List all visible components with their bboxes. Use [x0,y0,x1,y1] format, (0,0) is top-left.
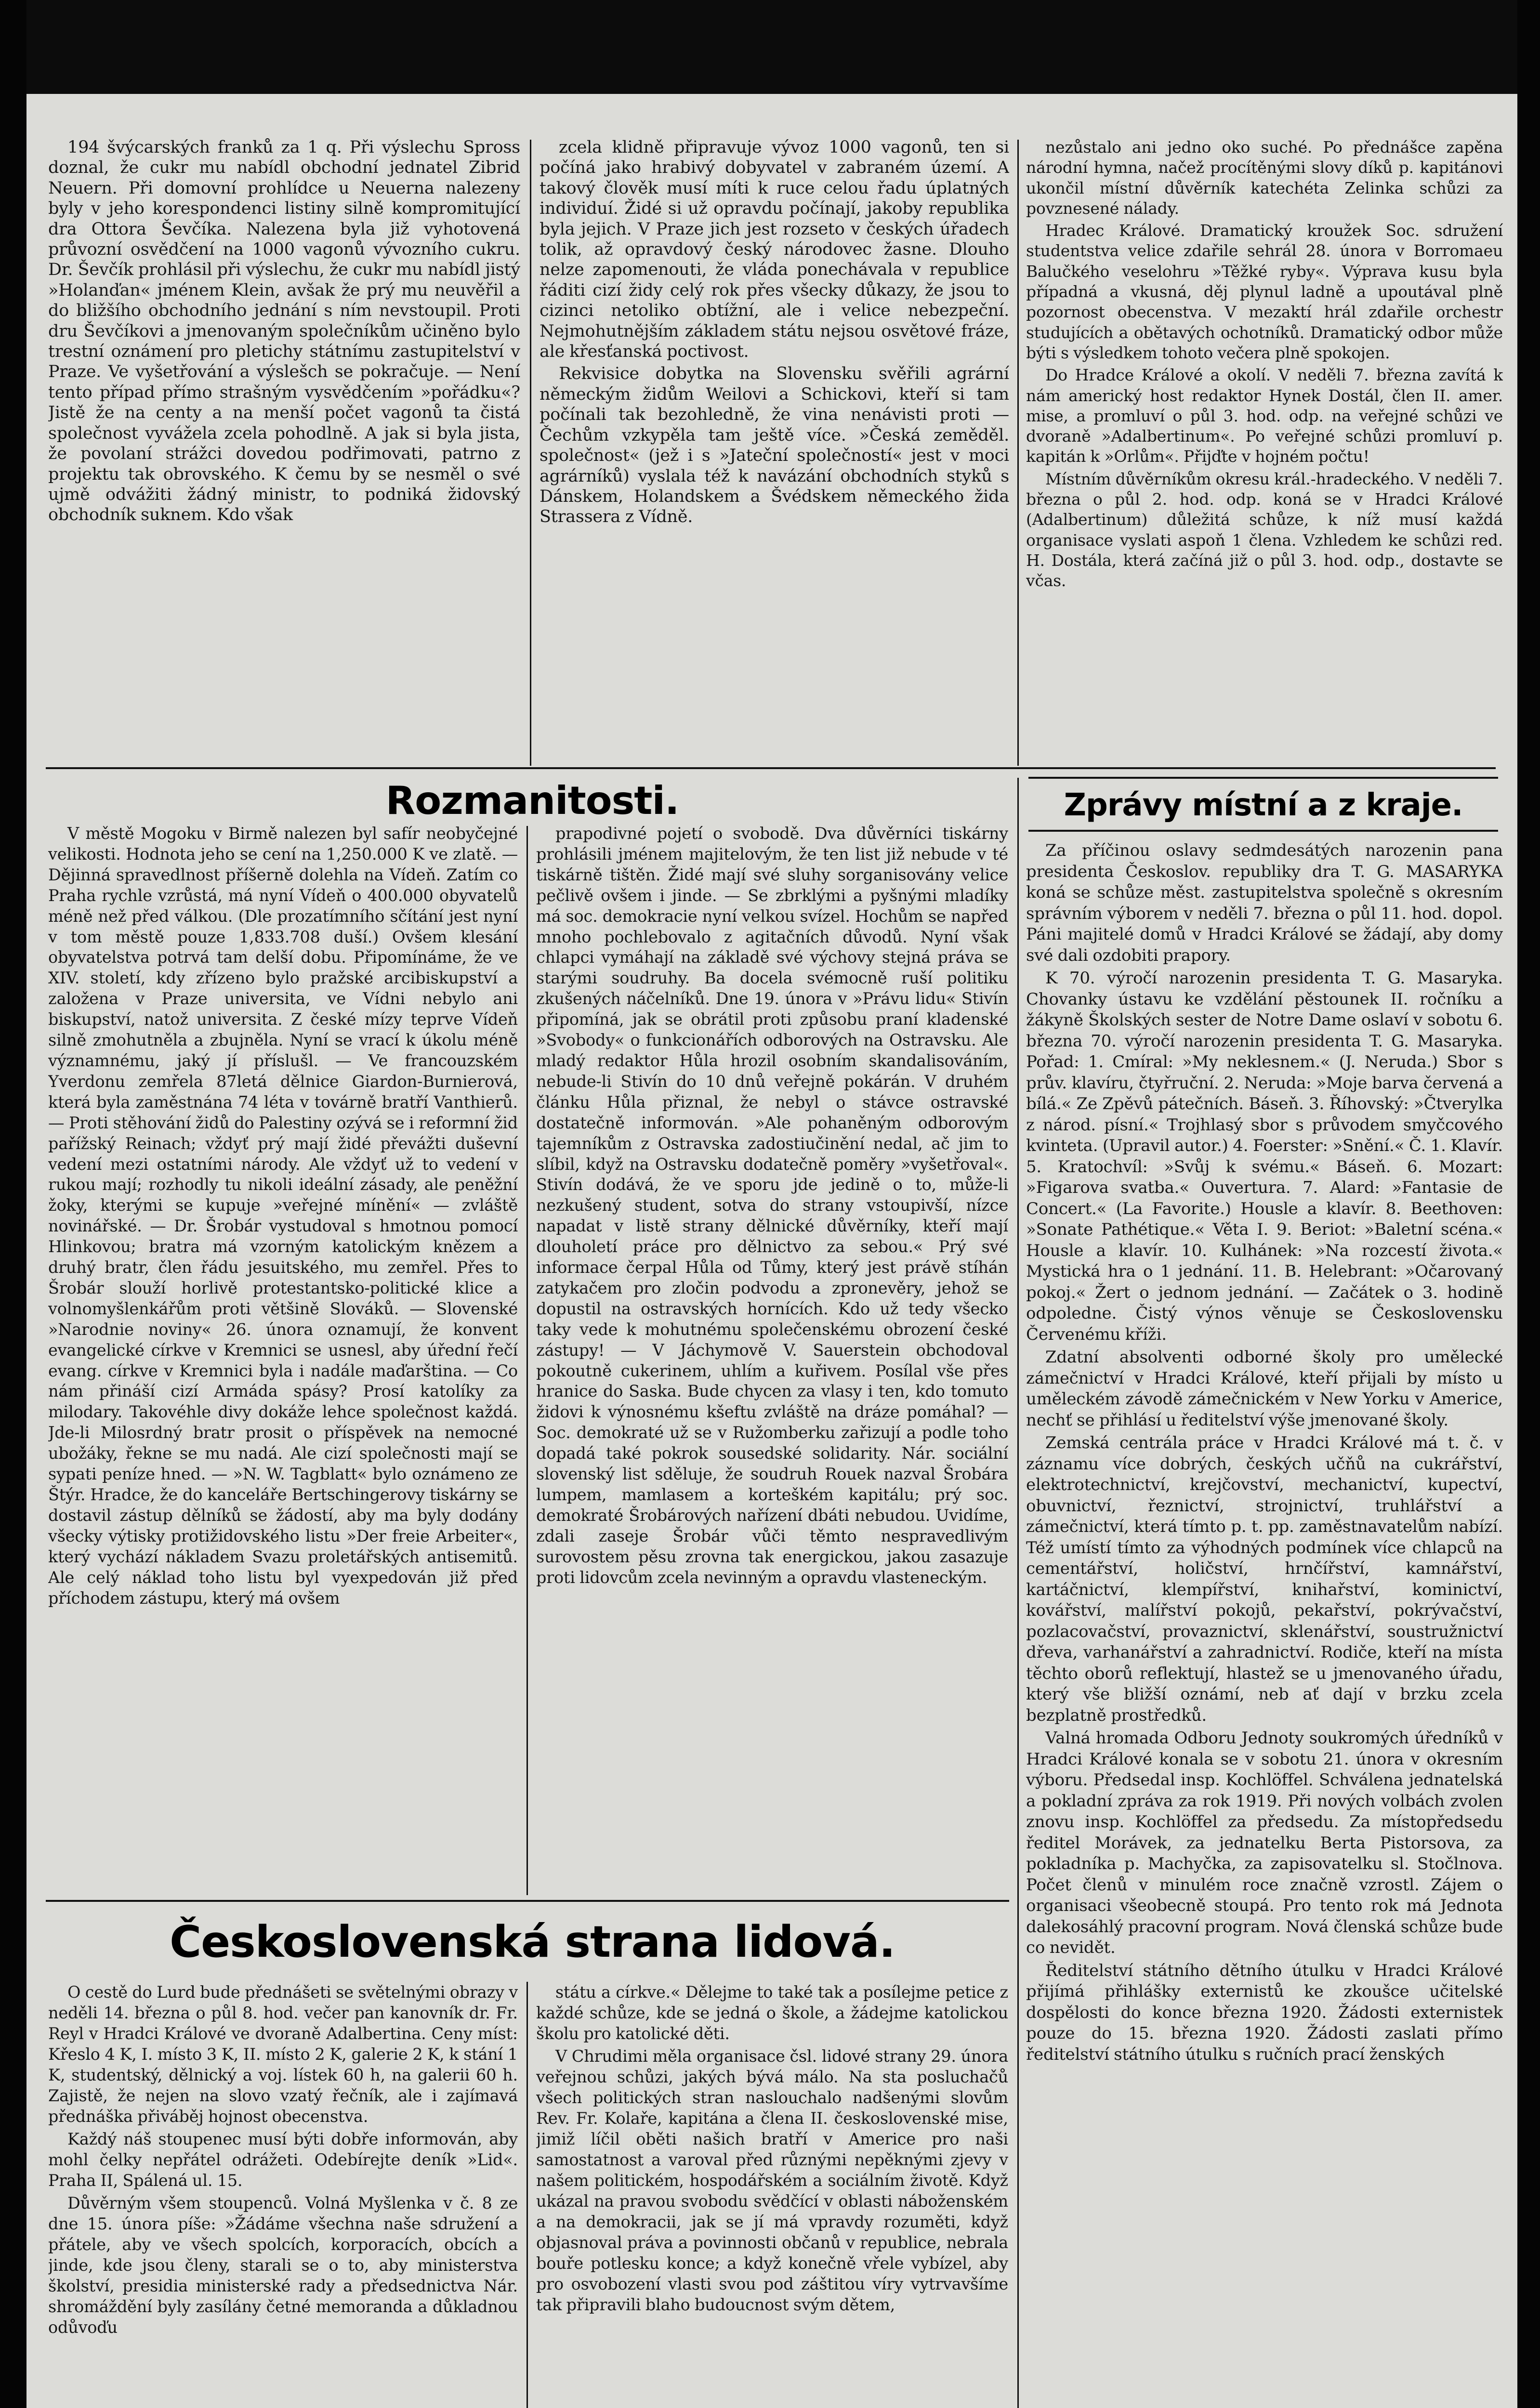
article-paragraph: zcela klidně připravuje vývoz 1000 vagonů, ten si počíná jako hrabivý dobyvatel v zabraném území. A takový člověk musí míti k ruce celou řadu úplatných individuí. Židé si už opravdu počínají, jakoby republika byla jejich. V Praze jich jest rozseto v českých úřadech tolik, až opravdový český národovec žasne. Dlouho nelze zapomenouti, že vláda ponechávala v republice řáditi cizí židy celý rok přes všecky důkazy, že jsou to cizinci netoliko obtížní, ale i velice nebezpeční. Nejmohutnějším základem státu nejsou osvětové fráze, ale křesťanská poctivost. [540,138,1009,362]
top-right-column [1026,137,1503,759]
article-paragraph: Hradec Králové. Dramatický kroužek Soc. sdružení studentstva velice zdařile sehrál 28. února v Borromaeu Balučkého veselohru »Těžké ryby«. Výprava kusu byla případná a vkusná, děj plynul ladně a upoutával plně pozornost obecenstva. V mezaktí hrál zdařile orchestr studujících a obětavých ochotníků. Dramatický odbor může býti s výsledkem tohoto večera plně spokojen. [1026,221,1503,362]
rozmanitosti-column-1 [48,824,518,1893]
article-paragraph: státu a církve.« Dělejme to také tak a posílejme petice z každé schůze, kde se jedná o škole, a žádejme katolickou školu pro katolické děti. [536,1983,1008,2043]
article-paragraph: prapodivné pojetí o svobodě. Dva důvěrníci tiskárny prohlásili jménem majitelovým, že ten list již nebude v té tiskárně tištěn. Židé mají své sluhy sorganisovány velice pečlivě ovšem i jinde. — Se zbrklými a pyšnými mladíky má soc. demokracie nyní velkou svízel. Hochům se napřed mnoho pochlebovalo z agitačních důvodů. Nyní však chlapci vymáhají na základě své výchovy stejná práva se starými soudruhy. Ba docela svémocně ruší politiku zkušených náčelníků. Dne 19. února v »Právu lidu« Stivín připomíná, jak se obrátil proti způsobu praní kladenské »Svobody« o funkcionářích odborových na Ostravsku. Ale mladý redaktor Hůla hrozil osobním skandalisováním, nebude-li Stivín do 10 dnů veřejně pokárán. V druhém článku Hůla přiznal, že nebyl o stávce ostravské dostatečně informován. »Ale pohaněným odborovým tajemníkům z Ostravska zadostiučinění nedal, ač jim to slíbil, když na Ostravsku dodatečně poměry »vyšetřoval«. Stivín dodává, že ve sporu jde jedině o to, může-li nezkušený student, sotva do strany vstoupivší, nízce napadat v listě strany dělnické důvěrníky, kteří mají dlouholetí práce pro dělnictvo za sebou.« Prý své informace čerpal Hůla od Tůmy, který jest právě stíhán zatykačem pro zločin podvodu a zpronevěry, jehož se dopustil na ostravských hornících. Kdo už tedy všecko taky vede k mohutnému společenskému obrození české zástupy! — V Jáchymově V. Sauerstein obchodoval pokoutně cukerinem, uhlím a kuřivem. Posílal vše přes hranice do Saska. Bude chycen za vlasy i ten, kdo tomuto židovi k výnosnému kšeftu zvláště na dráze pomáhal? — Soc. demokraté už se v Ružomberku zařizují a podle toho dopadá také pokrok sousedské solidarity. Nár. sociální slovenský list sděluje, že soudruh Rouek nazval Šrobára lumpem, mamlasem a korteškém kapitálu; prý soc. demokraté Šrobárových nařízení dbáti nebudou. Uvidíme, zdali zaseje Šrobár vůči těmto nespravedlivým surovostem pěsu zrovna tak energickou, jakou zasazuje proti lidovcům zcela nevinným a opravdu vlasteneckým. [536,824,1008,1587]
article-paragraph: 194 švýcarských franků za 1 q. Při výslechu Spross doznal, že cukr mu nabídl obchodní jednatel Zibrid Neuern. Při domovní prohlídce u Neuerna nalezeny byly v jeho korespondenci listiny silně kompromitující dra Ottora Ševčíka. Nalezena byla již vyhotovená průvozní osvědčení na 1000 vagonů vývozního cukru. Dr. Ševčík prohlásil při výslechu, že cukr mu nabídl jistý »Holanďan« jménem Klein, avšak že prý mu neuvěřil a do bližšího obchodního jednání s ním nevstoupil. Proti dru Ševčíkovi a jmenovaným společníkům učiněno bylo trestní oznámení pro pletichy státnímu zastupitelství v Praze. Ve vyšetřování a výslešch se pokračuje. — Není tento případ přímo strašným vysvědčením »pořádku«? Jistě že na centy a na menší počet vagonů ta čistá společnost vyvážela zcela pohodlně. A jak si byla jista, že povolaní strážci dovedou podřimovati, patrno z projektu tak obrovského. K čemu by se nesměl o své ujmě odvážiti žádný ministr, to podniká židovský obchodník suknem. Kdo však [48,138,520,525]
article-paragraph: Do Hradce Králové a okolí. V neděli 7. března zavítá k nám americký host redaktor Hynek Dostál, člen II. amer. mise, a promluví o půl 3. hod. odp. na veřejné schůzi ve dvoraně »Adalbertinum«. Po veřejné schůzi promluví p. kapitán k »Orlům«. Přijďte v hojném počtu! [1026,366,1503,466]
article-paragraph: Rekvisice dobytka na Slovensku svěřili agrární německým židům Weilovi a Schickovi, kteří si tam počínali tak bezohledně, že vina nenávisti proti — Čechům vzkypěla tam ještě více. »Česká zeměděl. společnost« (jež i s »Jateční společností« jest v moci agrárníků) vyslala též k navázání obchodních styků s Dánskem, Holandskem a Švédskem německého žida Strassera z Vídně. [540,364,1009,527]
column-rule-top-right [1017,140,1019,766]
zpravy-rule-top [1028,777,1498,779]
column-rule-right-lower [1017,778,1019,2408]
article-paragraph: Každý náš stoupenec musí býti dobře informován, aby mohl čelky nepřátel odrážeti. Odebírejte deník »Lid«. Praha II, Spálená ul. 15. [48,2130,518,2190]
separator-line-strana [46,1900,1009,1902]
zpravy-column [1026,840,1503,2408]
article-paragraph: Důvěrným všem stoupenců. Volná Myšlenka v č. 8 ze dne 15. února píše: »Žádáme všechna naše sdružení a přátele, aby ve všech spolcích, korporacích, obcích a jinde, kde jsou členy, starali se o to, aby ministerstva školství, presidia ministerské rady a předsednictva Nár. shromáždění byly zasílány četné memoranda a důkladnou odůvoďu [48,2194,518,2337]
article-paragraph: Zdatní absolventi odborné školy pro umělecké zámečnictví v Hradci Králové, kteří přijali by místo u uměleckém závodě zámečnickém v New Yorku v Americe, nechť se přihlásí u ředitelství výše jmenované školy. [1026,1348,1503,1430]
article-paragraph: V městě Mogoku v Birmě nalezen byl safír neobyčejné velikosti. Hodnota jeho se cení na 1,250.000 K ve zlatě. — Dějinná spravedlnost příšerně dolehla na Vídeň. Zatím co Praha rychle vzrůstá, má nyní Vídeň o 400.000 obyvatelů méně než před válkou. (Dle prozatímního sčítání jest nyní v tom městě pouze 1,833.708 duší.) Ovšem klesání obyvatelstva potrvá tam delší dobu. Připomínáme, že ve XIV. století, kdy zřízeno bylo pražské arcibiskupství a založena v Praze universita, ve Vídni nebylo ani biskupství, natož universita. Z české mízy teprve Vídeň silně zmohutněla a zbujněla. Nyní se vrací k úkolu méně významnému, jaký jí příslušl. — Ve francouzském Yverdonu zemřela 87letá dělnice Giardon-Burnierová, která byla zaměstnána 74 léta v továrně bratří Vanthierů. — Proti stěhování židů do Palestiny ozývá se i reformní žid pařížský Reinach; vždyť prý mají židé převážti duševní vedení mezi ostatními národy. Ale vždyť už to vedení v rukou mají; rozhodly tu nikoli ideální zásady, ale peněžní žoky, kterými se kupuje »veřejné mínění« — zvláště novinářské. — Dr. Šrobár vystudoval s hmotnou pomocí Hlinkovou; bratra má vzorným katolickým knězem a druhý bratr, člen řádu jesuitského, mu zemřel. Přes to Šrobár slouží horlivě protestantsko-politické klice a volnomyšlenkářům proti většině Slováků. — Slovenské »Narodnie noviny« 26. února oznamují, že konvent evangelické církve v Kremnici se usnesl, aby úřední řečí evang. církve v Kremnici byla i nadále maďarština. — Co nám přináší cizí Armáda spásy? Prosí katolíky za milodary. Takovéhle divy dokáže lehce společnost každá. Jde-li Milosrdný bratr prosit o příspěvek na nemocné ubožáky, řekne se mu nadá. Ale cizí společnosti mají se sypati peníze hned. — »N. W. Tagblatt« bylo oznámeno ze Štýr. Hradce, že do kanceláře Bertschingerovy tiskárny se dostavil zástup dělníků se žádostí, aby ma byly dodány všecky výtisky protižidovského listu »Der freie Arbeiter«, který vychází nákladem Svazu proletářských antisemitů. Ale celý náklad toho listu byl vyexpedován již před příchodem zástupu, který má ovšem [48,824,518,1608]
article-paragraph: Za příčinou oslavy sedmdesátých narozenin pana presidenta Českoslov. republiky dra T. G. MASARYKA koná se schůze měst. zastupitelstva společně s okresním správním výborem v neděli 7. března o půl 11. hod. dopol. Páni majitelé domů v Hradci Králové se žádají, aby domy své dali ozdobiti prapory. [1026,841,1503,965]
article-paragraph: O cestě do Lurd bude přednášeti se světelnými obrazy v neděli 14. března o půl 8. hod. večer pan kanovník dr. Fr. Reyl v Hradci Králové ve dvoraně Adalbertina. Ceny míst: Křeslo 4 K, I. místo 3 K, II. místo 2 K, galerie 2 K, k stání 1 K, studentský, dělnický a voj. lístek 60 h, na galerii 60 h. Zajistě, že nejen na slovo vzatý řečník, ale i zajímavá přednáška přiváběj hojnost obecenstva. [48,1983,518,2126]
column-rule-top-left [530,140,531,766]
rozmanitosti-column-2 [536,824,1008,1890]
article-paragraph: Valná hromada Odboru Jednoty soukromých úředníků v Hradci Králové konala se v sobotu 21. února v okresním výboru. Předsedal insp. Kochlöffel. Schválena jednatelská a pokladní zpráva za rok 1919. Při nových volbách zvolen znovu insp. Kochlöffel za předsedu. Za místopředsedu ředitel Morávek, za jednatelku Berta Pistorsova, za pokladníka p. Machyčka, za zapisovatelku sl. Stočlnova. Počet členů v minulém roce značně vzrostl. Zájem o organisaci všeobecně stoupá. Pro tento rok má Jednota dalekosáhlý pracovní program. Nová členská schůze bude co nevidět. [1026,1728,1503,1957]
page-body [26,94,1517,2408]
newspaper-page [26,94,1517,2408]
top-middle-column [540,137,1009,759]
separator-line-top [46,767,1496,769]
column-rule-strana [526,1982,528,2408]
strana-heading: Československá strana lidová. [170,1917,895,1967]
article-paragraph: Zemská centrála práce v Hradci Králové má t. č. v záznamu více dobrých, českých učňů na cukrářství, elektrotechnictví, krejčovství, mechanictví, kupectví, obuvnictví, řeznictví, strojnictví, truhlářství a zámečnictví, která tímto p. t. pp. zaměstnavatelům nabízí. Též umístí tímto za výhodných podmínek více chlapců na cementářství, holičství, hrnčířství, kamnářství, kartáčnictví, klempířství, knihařství, kominictví, kovářství, malířství pokojů, pekařství, pokrývačství, pozlacovačství, provaznictví, sklenářství, soustružnictví dřeva, varhanářství a zahradnictví. Rodiče, kteří na místa těchto oborů reflektují, hlastež se u jmenovaného úřadu, který vše bližší oznámí, neb ať dají v brzku zcela bezplatně prostředků. [1026,1433,1503,1725]
article-paragraph: K 70. výročí narozenin presidenta T. G. Masaryka. Chovanky ústavu ke vzdělání pěstounek II. ročníku a žákyně Školských sester de Notre Dame oslaví v sobotu 6. března 70. výročí narozenin presidenta T. G. Masaryka. Pořad: 1. Cmíral: »My neklesnem.« (J. Neruda.) Sbor s prův. klavíru, čtyřruční. 2. Neruda: »Moje barva červená a bílá.« Ze Zpěvů pátečních. Báseň. 3. Říhovský: »Čtverylka z národ. písní.« Trojhlasý sbor s průvodem smyčcového kvinteta. (Upravil autor.) 4. Foerster: »Snění.« Č. 1. Klavír. 5. Kratochvíl: »Svůj k svému.« Báseň. 6. Mozart: »Figarova svatba.« Ouvertura. 7. Alard: »Fantasie de Concert.« (La Favorite.) Housle a klavír. 8. Beethoven: »Sonate Pathétique.« Věta I. 9. Beriot: »Baletní scéna.« Housle a klavír. 10. Kulhánek: »Na rozcestí života.« Mystická hra o 1 jednání. 11. B. Helebrant: »Očarovaný pokoj.« Žert o jednom jednání. — Začátek o 3. hodině odpoledne. Čistý výnos věnuje se Československu Červenému kříži. [1026,968,1503,1344]
top-left-column [48,137,520,754]
strana-column-1 [48,1982,518,2408]
article-paragraph: Místním důvěrníkům okresu král.-hradeckého. V neděli 7. března o půl 2. hod. odp. koná se v Hradci Králové (Adalbertinum) důležitá schůze, k níž musí každá organisace vyslati aspoň 1 člena. Vzhledem ke schůzi red. H. Dostála, která začíná již o půl 3. hod. odp., dostavte se včas. [1026,469,1503,590]
zpravy-heading: Zprávy místní a z kraje. [1064,787,1463,823]
article-paragraph: V Chrudimi měla organisace čsl. lidové strany 29. února veřejnou schůzi, jakých bývá málo. Na sta posluchačů všech politických stran naslouchalo nadšenými slovům Rev. Fr. Kolaře, kapitána a člena II. československé mise, jimiž líčil oběti našich bratří v Americe pro naši samostatnost a varoval před různými nepěknými zjevy v našem politickém, hospodářském a sociálním životě. Když ukázal na pravou svobodu svědčící v oblasti náboženském a na demokracii, jak se jí má vpravdy rozuměti, když objasnoval práva a povinnosti občanů v republice, nebrala bouře potlesku konce; a když konečně vřele vybízel, aby pro osvobození vlasti svou pod záštitou víry vytrvavšíme tak připravili blaho budoucnost svým dětem, [536,2047,1008,2314]
zpravy-rule-bottom [1028,830,1498,832]
column-rule-rozmanitosti [526,826,528,1895]
strana-column-2 [536,1982,1008,2408]
scan-border-left [0,0,26,2408]
scan-border-right [1517,0,1540,2408]
article-paragraph: Ředitelství státního dětního útulku v Hradci Králové přijímá přihlášky externistů ke zkoušce učitelské dospělosti do konce března 1920. Žádosti externistek pouze do 15. března 1920. Žádosti zaslati přímo ředitelství státního útulku s ručních prací ženských [1026,1961,1503,2064]
article-paragraph: nezůstalo ani jedno oko suché. Po přednášce zapěna národní hymna, načež procítěnými slovy díků p. kapitánovi ukončil místní důvěrník katechéta Zelinka schůzi za povznesené nálady. [1026,138,1503,218]
rozmanitosti-heading: Rozmanitosti. [385,778,679,823]
